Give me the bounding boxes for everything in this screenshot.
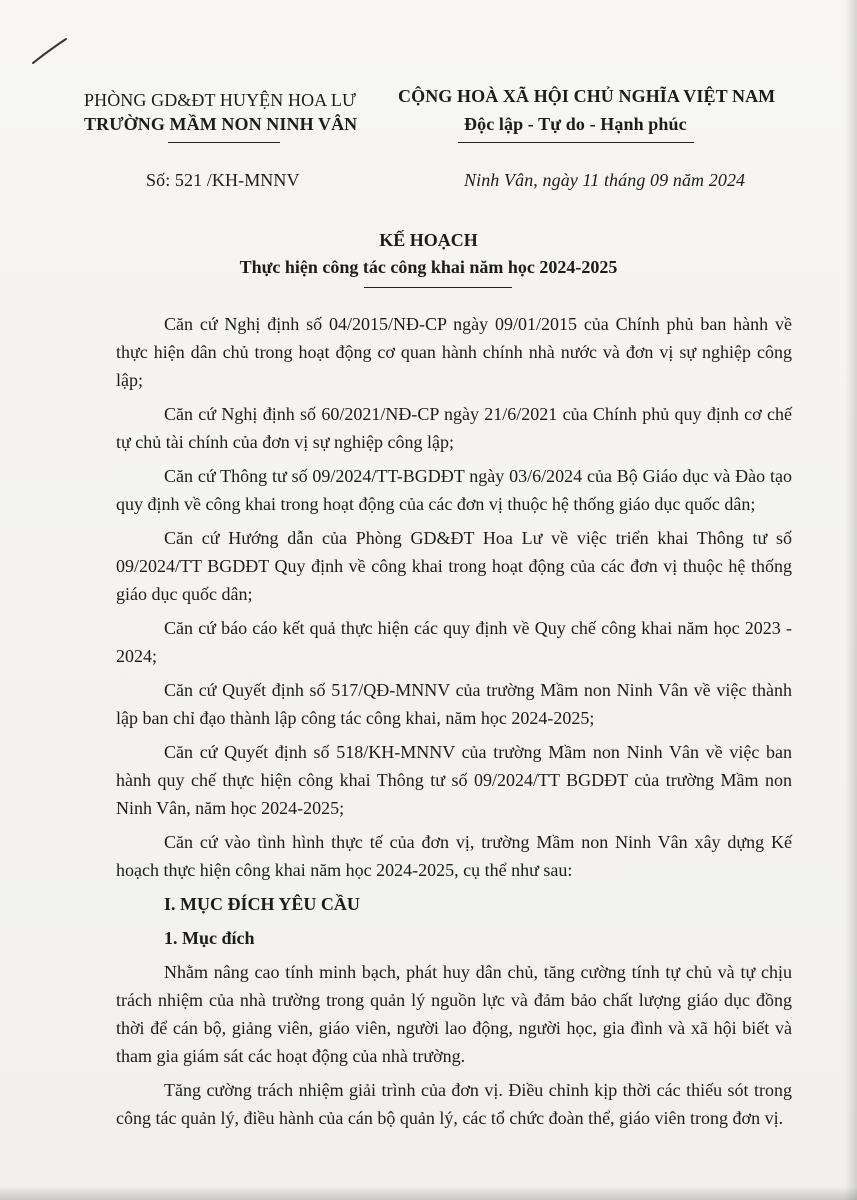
purpose-paragraph-1: Nhằm nâng cao tính minh bạch, phát huy dân chủ, tăng cường tính tự chủ và tự chịu trách nhiệm của nhà trường trong quản lý nguồn lực và đảm bảo chất lượng giáo dục đồng thời để cán bộ, giảng viên, giáo viên, người lao động, người học, gia đình và xã hội biết và tham gia giám sát các hoạt động của nhà trường. [116,962,792,1066]
document-subtitle: Thực hiện công tác công khai năm học 2024-2025 [239,257,618,277]
basis-paragraph-1: Căn cứ Nghị định số 04/2015/NĐ-CP ngày 09/01/2015 của Chính phủ ban hành về thực hiện dân chủ trong hoạt động cơ quan hành chính nhà nước và đơn vị sự nghiệp công lập; [116,314,792,390]
national-motto: Độc lập - Tự do - Hạnh phúc [464,114,687,134]
document-number: Số: 521 /KH-MNNV [146,170,300,190]
basis-paragraph-8: Căn cứ vào tình hình thực tế của đơn vị, trường Mầm non Ninh Vân xây dựng Kế hoạch thực hiện công khai năm học 2024-2025, cụ thể như sau: [116,832,792,880]
basis-paragraph-5: Căn cứ báo cáo kết quả thực hiện các quy định về Quy chế công khai năm học 2023 - 2024; [116,618,792,666]
purpose-paragraph-2: Tăng cường trách nhiệm giải trình của đơn vị. Điều chỉnh kịp thời các thiếu sót trong công tác quản lý, điều hành của cán bộ quản lý, các tổ chức đoàn thể, giáo viên trong đơn vị. [116,1080,792,1128]
subsection-heading-purpose: 1. Mục đích [164,928,255,948]
school-underline [168,142,280,143]
motto-underline [458,142,694,143]
agency-name: PHÒNG GD&ĐT HUYỆN HOA LƯ [84,90,357,110]
page-shadow-edge [845,0,857,1200]
page-bottom-edge [0,1186,857,1200]
basis-paragraph-2: Căn cứ Nghị định số 60/2021/NĐ-CP ngày 21/6/2021 của Chính phủ quy định cơ chế tự chủ tài chính của đơn vị sự nghiệp công lập; [116,404,792,452]
document-title: KẾ HOẠCH [379,230,478,250]
basis-paragraph-4: Căn cứ Hướng dẫn của Phòng GD&ĐT Hoa Lư về việc triển khai Thông tư số 09/2024/TT BGDĐT Quy định về công khai trong hoạt động của các đơn vị thuộc hệ thống giáo dục quốc dân; [116,528,792,604]
basis-paragraph-7: Căn cứ Quyết định số 518/KH-MNNV của trường Mầm non Ninh Vân về việc ban hành quy chế thực hiện công khai Thông tư số 09/2024/TT BGDĐT của trường Mầm non Ninh Vân, năm học 2024-2025; [116,742,792,818]
place-date: Ninh Vân, ngày 11 tháng 09 năm 2024 [464,170,746,190]
document-body [116,310,792,1138]
basis-paragraph-6: Căn cứ Quyết định số 517/QĐ-MNNV của trường Mầm non Ninh Vân về việc thành lập ban chỉ đạo thành lập công tác công khai, năm học 2024-2025; [116,680,792,728]
basis-paragraph-3: Căn cứ Thông tư số 09/2024/TT-BGDĐT ngày 03/6/2024 của Bộ Giáo dục và Đào tạo quy định về công khai trong hoạt động của các đơn vị thuộc hệ thống giáo dục quốc dân; [116,466,792,514]
school-name: TRƯỜNG MẦM NON NINH VÂN [84,114,358,134]
title-underline [364,287,512,288]
section-heading-purpose-requirements: I. MỤC ĐÍCH YÊU CẦU [164,894,360,914]
national-title: CỘNG HOÀ XÃ HỘI CHỦ NGHĨA VIỆT NAM [398,86,776,106]
pen-stroke-icon [30,36,70,66]
